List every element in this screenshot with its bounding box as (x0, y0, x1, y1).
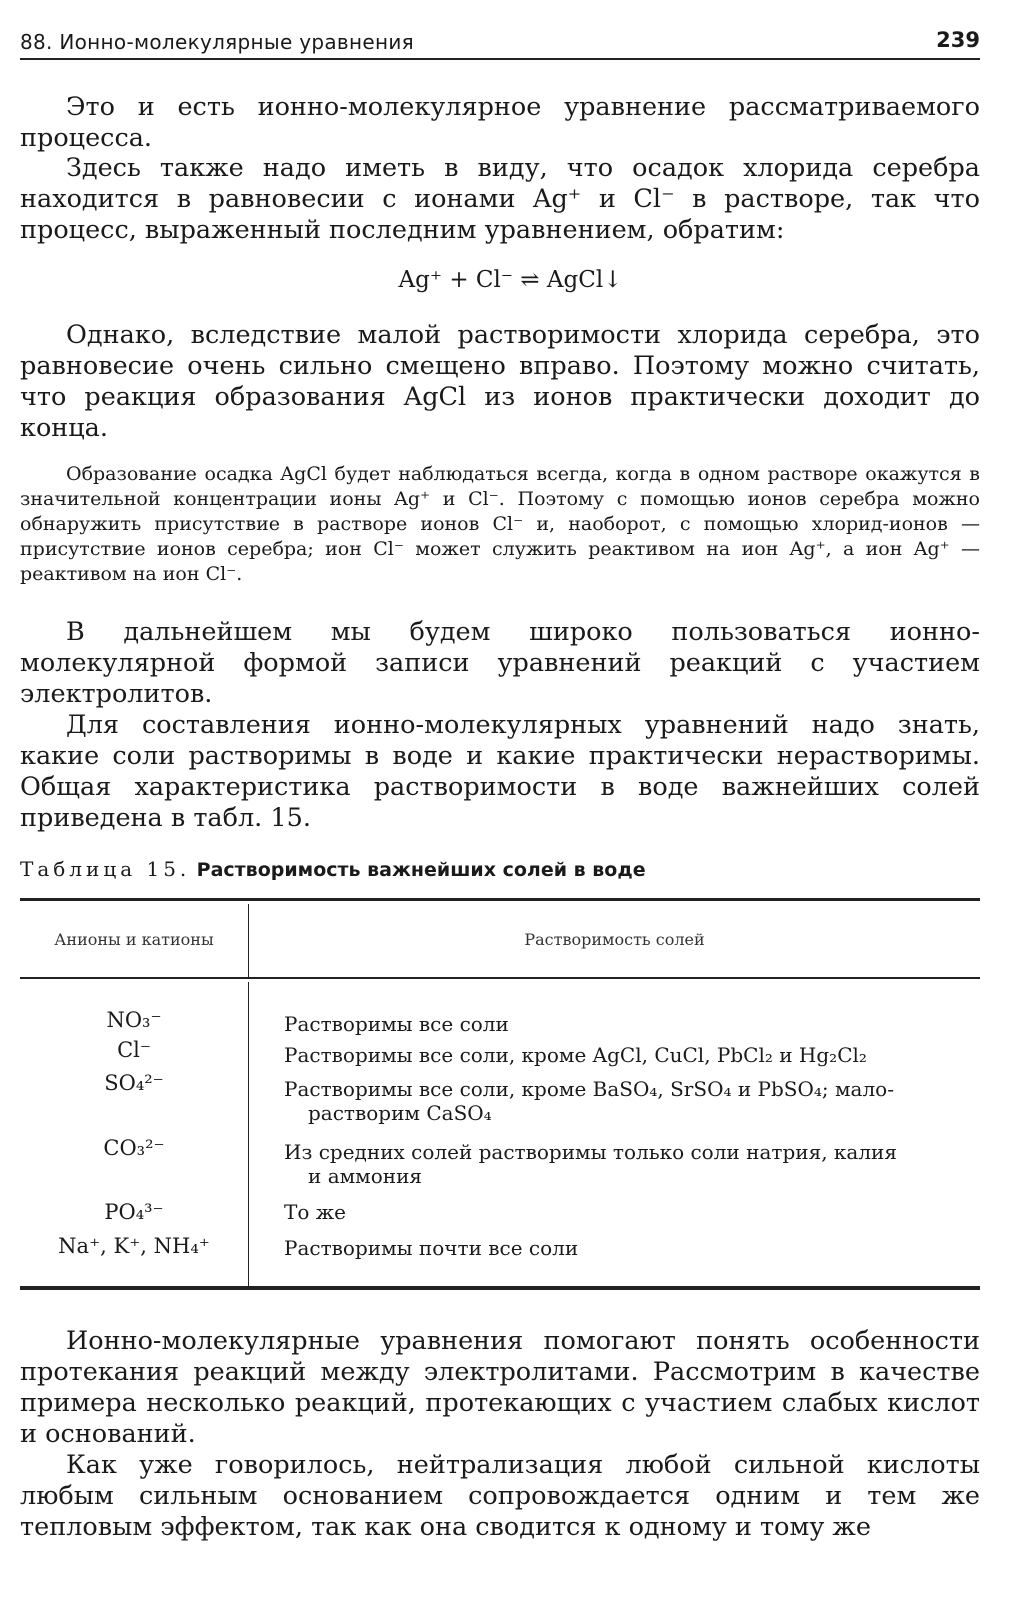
equilibrium-equation: Ag⁺ + Cl⁻ ⇌ AgCl↓ (398, 267, 623, 293)
table-row-text (284, 1043, 980, 1067)
row-text-line: Растворимы все соли, кроме AgCl, CuCl, PbCl₂ и Hg₂Cl₂ (284, 1043, 867, 1067)
running-header (20, 24, 980, 60)
paragraph-4: В дальнейшем мы будем широко пользоваться ионно-молекулярной формой записи уравнений реакций с участием электролитов. (20, 617, 980, 709)
paragraph-7: Как уже говорилось, нейтрализация любой сильной кислоты любым сильным основанием сопровождается одним и тем же тепловым эффектом, так как она сводится к одному и тому же (20, 1450, 980, 1542)
paragraph-1: Это и есть ионно-молекулярное уравнение рассматриваемого процесса. (20, 92, 980, 153)
page-number: 239 (936, 28, 980, 52)
table-row-ion: SO₄²⁻ (104, 1071, 164, 1095)
table-row-ion: Na⁺, K⁺, NH₄⁺ (58, 1234, 210, 1258)
paragraph-2: Здесь также надо иметь в виду, что осадок хлорида серебра находится в равновесии с ионами Ag⁺ и Cl⁻ в растворе, так что процесс, выраженный последним уравнением, обратим: (20, 153, 980, 245)
table-bottom-rule (20, 1286, 980, 1290)
paragraph-5: Для составления ионно-молекулярных уравнений надо знать, какие соли растворимы в воде и какие практически нерастворимы. Общая характеристика растворимости в воде важнейших солей приведена в табл. 15. (20, 710, 980, 833)
table-top-rule (20, 898, 980, 901)
table-caption (20, 857, 646, 881)
table-caption-label: Таблица 15. (20, 857, 191, 881)
paragraph-6: Ионно-молекулярные уравнения помогают понять особенности протекания реакций между электролитами. Рассмотрим в качестве примера несколько реакций, протекающих с участием слабых кислот и оснований. (20, 1326, 980, 1449)
row-text-line: Растворимы все соли, кроме BaSO₄, SrSO₄ и PbSO₄; мало- (284, 1077, 894, 1101)
solubility-table (20, 898, 980, 1294)
table-row-text (284, 1077, 980, 1125)
column-header-solubility: Растворимость солей (524, 930, 705, 949)
paragraph-3: Однако, вследствие малой растворимости хлорида серебра, это равновесие очень сильно смещено вправо. Поэтому можно считать, что реакция образования AgCl из ионов практически доходит до конца. (20, 320, 980, 443)
table-row-text (284, 1236, 980, 1260)
column-header-ions: Анионы и катионы (54, 930, 214, 949)
small-print-note: Образование осадка AgCl будет наблюдаться всегда, когда в одном растворе окажутся в значительной концентрации ионы Ag⁺ и Cl⁻. Поэтому с помощью ионов серебра можно обнаружить присутствие в растворе ионов Cl⁻ и, наоборот, с помощью хлорид-ионов — присутствие ионов серебра; ион Cl⁻ может служить реактивом на ион Ag⁺, а ион Ag⁺ — реактивом на ион Cl⁻. (20, 463, 980, 585)
table-row-ion: CO₃²⁻ (103, 1136, 165, 1160)
table-row-text (284, 1200, 980, 1224)
row-text-line: Растворимы почти все соли (284, 1236, 579, 1260)
row-text-line: Из средних солей растворимы только соли натрия, калия (284, 1140, 897, 1164)
row-text-line: Растворимы все соли (284, 1012, 509, 1036)
header-rule (20, 977, 980, 979)
row-text-continuation: и аммония (308, 1164, 423, 1188)
row-text-continuation: растворим CaSO₄ (308, 1101, 492, 1125)
body-divider (248, 982, 249, 1286)
table-row-ion: Cl⁻ (117, 1038, 151, 1062)
row-text-line: То же (284, 1200, 346, 1224)
table-row-text (284, 1012, 980, 1036)
table-row-ion: NO₃⁻ (106, 1008, 162, 1032)
table-row-ion: PO₄³⁻ (104, 1200, 164, 1224)
section-title: 88. Ионно-молекулярные уравнения (20, 30, 414, 54)
table-caption-title: Растворимость важнейших солей в воде (196, 859, 646, 881)
table-row-text (284, 1140, 980, 1188)
